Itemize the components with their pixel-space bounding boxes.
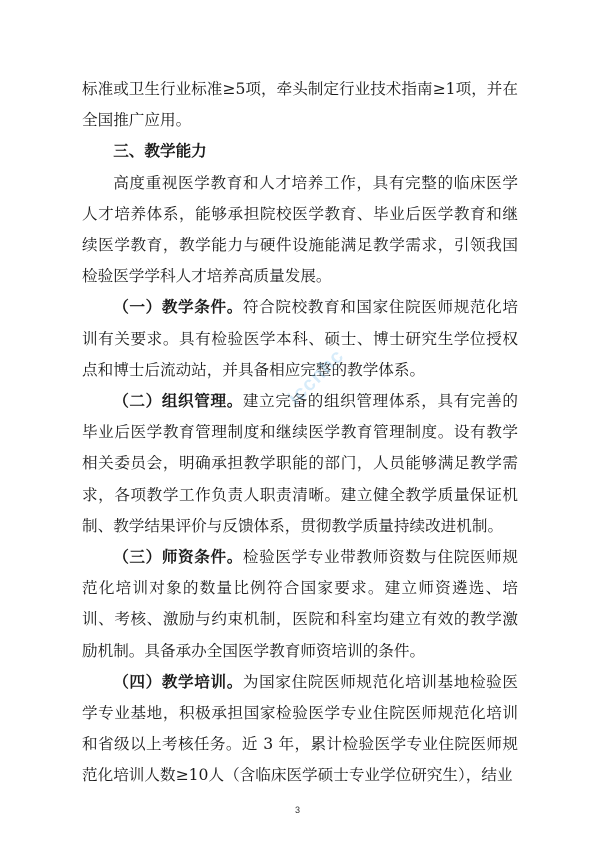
page-number: 3 bbox=[294, 805, 300, 815]
watermark: iccnhc bbox=[284, 344, 349, 410]
body-text bbox=[82, 74, 518, 792]
item-lead-3: （三）师资条件。 bbox=[113, 548, 243, 567]
continuation-paragraph: 标准或卫生行业标准≥5项，牵头制定行业技术指南≥1项，并在全国推广应用。 bbox=[82, 80, 518, 130]
item-body-2: 建立完备的组织管理体系，具有完善的毕业后医学教育管理制度和继续医学教育管理制度。设有教学相关委员会，明确承担教学职能的部门，人员能够满足教学需求，各项教学工作负责人职责清晰。建立健全教学质量保证机制、教学结果评价与反馈体系，贯彻教学质量持续改进机制。 bbox=[82, 392, 518, 535]
item-body-3: 检验医学专业带教师资数与住院医师规范化培训对象的数量比例符合国家要求。建立师资遴选、培训、考核、激励与约束机制，医院和科室均建立有效的教学激励机制。具备承办全国医学教育师资培训的条件。 bbox=[82, 548, 518, 660]
item-paragraph-1 bbox=[82, 292, 518, 386]
item-paragraph-3 bbox=[82, 542, 518, 667]
section-heading: 三、教学能力 bbox=[113, 142, 207, 161]
item-lead-2: （二）组织管理。 bbox=[113, 392, 243, 411]
item-body-1: 符合院校教育和国家住院医师规范化培训有关要求。具有检验医学本科、硕士、博士研究生学位授权点和博士后流动站，并具备相应完整的教学体系。 bbox=[82, 298, 518, 379]
item-lead-4: （四）教学培训。 bbox=[113, 672, 243, 691]
item-body-4: 为国家住院医师规范化培训基地检验医学专业基地，积极承担国家检验医学专业住院医师规范化培训和省级以上考核任务。近 3 年，累计检验医学专业住院医师规范化培训人数≥10人（含临床医学硕士专业学位研究生），结业 bbox=[82, 672, 518, 785]
intro-paragraph: 高度重视医学教育和人才培养工作，具有完整的临床医学人才培养体系，能够承担院校医学教育、毕业后医学教育和继续医学教育，教学能力与硬件设施能满足教学需求，引领我国检验医学学科人才培养高质量发展。 bbox=[82, 173, 518, 286]
item-lead-1: （一）教学条件。 bbox=[113, 298, 243, 317]
item-paragraph-2 bbox=[82, 386, 518, 542]
item-paragraph-4 bbox=[82, 667, 518, 792]
